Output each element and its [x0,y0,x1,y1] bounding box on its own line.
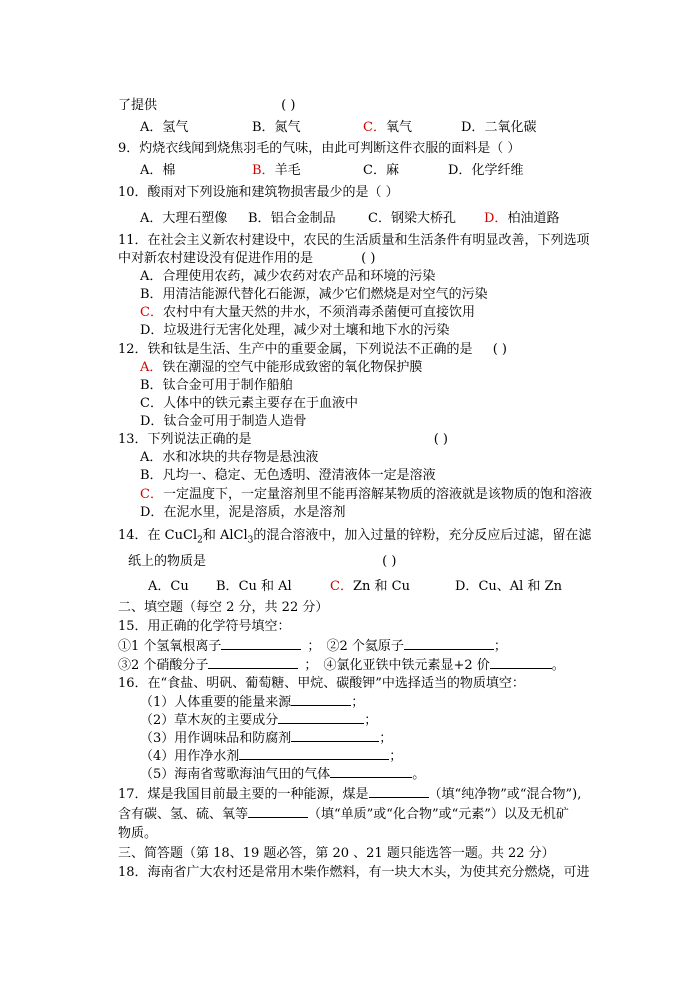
option-b: B．氮气 [252,120,301,135]
q9-stem: 9．灼烧衣线闻到烧焦羽毛的气味，由此可判断这件衣服的面料是（ ） [118,141,521,156]
blank-field[interactable] [291,693,351,706]
answer-paren: ( ) [361,251,376,266]
blank-field[interactable] [330,765,412,778]
answer-paren: ( ) [492,342,507,357]
option-b: B．羊毛 [252,163,301,178]
option-d: D．二氧化碳 [461,120,537,135]
blank-field[interactable] [248,805,308,818]
q14-stem-line1: 14．在 CuCl$_2$和 AlCl$_3$的混合溶液中，加入过量的锌粉，充分反应后过滤，留在滤 [118,528,592,546]
q14-stem-line2: 纸上的物质是 ( ) [128,554,397,569]
section-3-heading: 三、简答题（第 18、19 题必答，第 20 、21 题只能选答一题。共 22 分） [118,846,555,861]
answer-paren: ( ) [281,98,296,113]
option-a: A．棉 [140,163,176,178]
answer-paren: ( ) [382,554,397,569]
q10-stem: 10．酸雨对下列设施和建筑物损害最少的是（ ） [118,185,399,200]
q12-option-d: D．钛合金可用于制造人造骨 [140,414,307,429]
q12-option-c: C．人体中的铁元素主要存在于血液中 [140,396,358,411]
q14-options [148,578,562,595]
q17-line2: 含有碳、氢、硫、氧等 （填“单质”或“化合物”或“元素”）以及无机矿 [118,807,569,822]
q17-line1: 17．煤是我国目前最主要的一种能源，煤是 （填“纯净物”或“混合物”), [118,787,582,802]
option-a: A．大理石塑像 [140,211,228,226]
q16-stem: 16．在“食盐、明矾、葡萄糖、甲烷、碳酸钾”中选择适当的物质填空： [118,676,525,691]
option-d: D．化学纤维 [448,163,524,178]
option-c: C．氧气 [363,120,412,135]
q13-option-b: B．凡均一、稳定、无色透明、澄清液体一定是溶液 [140,468,436,483]
section-2-heading: 二、填空题（每空 2 分，共 22 分） [118,600,329,615]
blank-field[interactable] [221,637,301,650]
option-b: B．铝合金制品 [248,211,336,226]
q11-option-a: A．合理使用农药，减少农药对农产品和环境的污染 [140,269,436,284]
q17-line3: 物质。 [118,826,158,841]
option-a: A．Cu [148,579,189,594]
option-d: D．Cu、Al 和 Zn [455,579,562,594]
blank-field[interactable] [208,656,298,669]
q13-option-d: D．在泥水里，泥是溶质，水是溶剂 [140,505,346,520]
option-c: C．麻 [363,163,399,178]
option-c: C．钢梁大桥孔 [368,211,456,226]
q15-stem: 15．用正确的化学符号填空： [118,619,291,634]
q13-option-c: C．一定温度下，一定量溶剂里不能再溶解某物质的溶液就是该物质的饱和溶液 [140,487,592,502]
q11-option-c: C．农村中有大量天然的井水，不须消毒杀菌便可直接饮用 [140,305,475,320]
blank-field[interactable] [404,637,494,650]
q15-row-2: ③2 个硝酸分子 ； ④氯化亚铁中铁元素显+2 价 。 [118,658,565,673]
q16-item-5: （5）海南省莺歌海油气田的气体 。 [140,767,426,782]
q13-option-a: A．水和冰块的共存物是悬浊液 [140,450,319,465]
answer-paren: ( ) [433,432,448,447]
option-a: A．氢气 [140,120,189,135]
q15-row-1: ①1 个氢氧根离子 ； ②2 个氦原子 ； [118,639,507,654]
q10-options [140,210,559,227]
blank-field[interactable] [239,747,389,760]
blank-field[interactable] [278,711,364,724]
blank-field[interactable] [490,656,552,669]
blank-field[interactable] [291,729,379,742]
option-d: D．柏油道路 [484,211,560,226]
q11-stem-line2: 中对新农村建设没有促进作用的是 ( ) [118,251,376,266]
blank-field[interactable] [369,785,429,798]
q16-item-4: （4）用作净水剂 ； [140,749,403,764]
q8-options [140,119,536,136]
q11-option-b: B．用清洁能源代替化石能源，减少它们燃烧是对空气的污染 [140,287,488,302]
option-b: B．Cu 和 Al [216,579,292,594]
q16-item-2: （2）草木灰的主要成分 ； [140,713,378,728]
q18-stem: 18．海南省广大农村还是常用木柴作燃料，有一块大木头，为使其充分燃烧，可进 [118,865,590,880]
q16-item-1: （1）人体重要的能量来源 ； [140,695,365,710]
q16-item-3: （3）用作调味品和防腐剂 ； [140,731,393,746]
q13-stem: 13．下列说法正确的是 ( ) [118,432,448,447]
q11-stem-line1: 11．在社会主义新农村建设中，农民的生活质量和生活条件有明显改善，下列选项 [118,233,590,248]
q12-stem: 12．铁和钛是生活、生产中的重要金属，下列说法不正确的是 ( ) [118,342,507,357]
q11-option-d: D．垃圾进行无害化处理，减少对土壤和地下水的污染 [140,323,450,338]
q8-stem-tail: 了提供 ( ) [118,98,296,113]
q12-option-a: A．铁在潮湿的空气中能形成致密的氧化物保护膜 [140,360,423,375]
q9-options [140,162,523,179]
option-c: C．Zn 和 Cu [330,579,410,594]
q12-option-b: B．钛合金可用于制作船舶 [140,378,293,393]
